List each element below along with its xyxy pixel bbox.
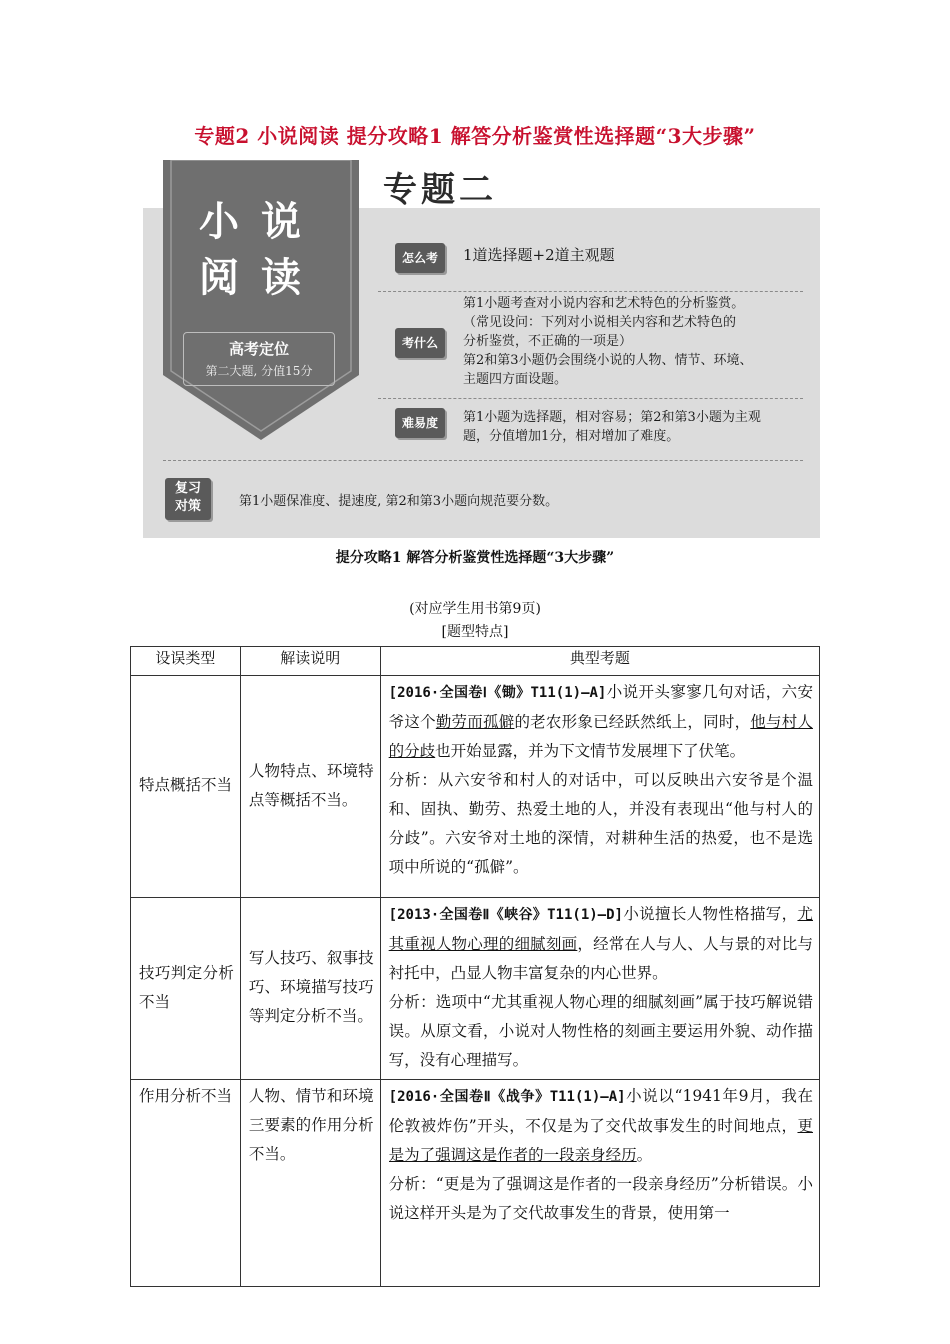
divider bbox=[378, 398, 803, 399]
feature-label: [题型特点] bbox=[441, 624, 509, 640]
position-subtitle: 第二大题, 分值15分 bbox=[205, 364, 313, 378]
source-ref: [2013·全国卷Ⅱ《峡谷》T11(1)—D] bbox=[388, 907, 623, 923]
position-title: 高考定位 bbox=[228, 340, 289, 358]
tag-how: 怎么考 bbox=[395, 243, 445, 273]
example-cell: [2016·全国卷Ⅱ《战争》T11(1)—A]小说以“1941年9月，我在伦敦被炸伤”开头，不仅是为了交代故事发生的时间地点，更是为了强调这是作者的一段亲身经历。 分析：“更是为了强调这是作者的一段亲身经历”分析错误。小说这样开头是为了交代故事发生的背景，使用第一 bbox=[380, 1080, 819, 1287]
question-type-table bbox=[130, 646, 820, 1287]
underlined-phrase: 尤其重视人物心理的细腻刻画 bbox=[388, 905, 813, 953]
error-type-cell: 作用分析不当 bbox=[131, 1080, 241, 1287]
analysis-text: 分析：选项中“尤其重视人物心理的细腻刻画”属于技巧解说错误。从原文看，小说对人物性格的刻画主要运用外貌、动作描写，没有心理描写。 bbox=[388, 993, 813, 1069]
underlined-phrase: 勤劳而孤僻 bbox=[435, 713, 515, 731]
row-how-text: 1道选择题+2道主观题 bbox=[463, 246, 615, 264]
banner-heading: 专题二 bbox=[383, 170, 497, 210]
error-type-cell: 特点概括不当 bbox=[131, 676, 241, 898]
tag-what: 考什么 bbox=[395, 328, 445, 358]
table-header-row bbox=[131, 647, 820, 676]
underlined-phrase: 他与村人的分歧 bbox=[388, 713, 813, 760]
explanation-cell: 写人技巧、叙事技巧、环境描写技巧等判定分析不当。 bbox=[240, 898, 380, 1080]
table-row bbox=[131, 1080, 820, 1287]
divider bbox=[378, 291, 803, 292]
explanation-cell: 人物、情节和环境三要素的作用分析不当。 bbox=[240, 1080, 380, 1287]
document-title: 专题2 小说阅读 提分攻略1 解答分析鉴赏性选择题“3大步骤” bbox=[194, 124, 756, 148]
section-title: 提分攻略1 解答分析鉴赏性选择题“3大步骤” bbox=[335, 550, 615, 566]
header-explanation: 解读说明 bbox=[240, 647, 380, 676]
underlined-phrase: 更是为了强调这是作者的一段亲身经历 bbox=[388, 1117, 813, 1164]
header-example: 典型考题 bbox=[380, 647, 819, 676]
source-ref: [2016·全国卷Ⅱ《战争》T11(1)—A] bbox=[388, 1089, 626, 1105]
ribbon-line-1: 小说 bbox=[199, 199, 323, 245]
row-difficulty-text: 第1小题为选择题，相对容易；第2和第3小题为主观 题，分值增加1分，相对增加了难度。 bbox=[463, 410, 761, 444]
row-what-text: 第1小题考查对小说内容和艺术特色的分析鉴赏。 （常见设问：下列对小说相关内容和艺术特色的 分析鉴赏，不正确的一项是） 第2和第3小题仍会围绕小说的人物、情节、环境、 主题四方面设题。 bbox=[463, 296, 753, 387]
divider bbox=[163, 460, 803, 461]
topic-banner bbox=[143, 160, 820, 540]
header-error-type: 设误类型 bbox=[131, 647, 241, 676]
table-row bbox=[131, 676, 820, 898]
source-ref: [2016·全国卷Ⅰ《锄》T11(1)—A] bbox=[388, 685, 607, 701]
tag-difficulty: 难易度 bbox=[395, 408, 445, 438]
review-tag: 复习 对策 bbox=[165, 478, 211, 520]
analysis-text: 分析：“更是为了强调这是作者的一段亲身经历”分析错误。小说这样开头是为了交代故事发生的背景，使用第一 bbox=[388, 1175, 813, 1222]
explanation-cell: 人物特点、环境特点等概括不当。 bbox=[240, 676, 380, 898]
review-text: 第1小题保准度、提速度, 第2和第3小题向规范要分数。 bbox=[239, 494, 559, 509]
error-type-cell: 技巧判定分析不当 bbox=[131, 898, 241, 1080]
book-reference: (对应学生用书第9页) bbox=[409, 601, 541, 617]
table-row bbox=[131, 898, 820, 1080]
analysis-text: 分析：从六安爷和村人的对话中，可以反映出六安爷是个温和、固执、勤劳、热爱土地的人，并没有表现出“他与村人的分歧”。六安爷对土地的深情，对耕种生活的热爱，也不是选项中所说的“孤僻”。 bbox=[388, 771, 813, 876]
example-cell: [2016·全国卷Ⅰ《锄》T11(1)—A]小说开头寥寥几句对话，六安爷这个勤劳而孤僻的老农形象已经跃然纸上，同时，他与村人的分歧也开始显露，并为下文情节发展埋下了伏笔。 分析：从六安爷和村人的对话中，可以反映出六安爷是个温和、固执、勤劳、热爱土地的人，并没有表现出“他与村人的分歧”。六安爷对土地的深情，对耕种生活的热爱，也不是选项中所说的“孤僻”。 bbox=[380, 676, 819, 898]
ribbon-line-2: 阅读 bbox=[199, 255, 323, 301]
example-cell: [2013·全国卷Ⅱ《峡谷》T11(1)—D]小说擅长人物性格描写，尤其重视人物心理的细腻刻画，经常在人与人、人与景的对比与衬托中，凸显人物丰富复杂的内心世界。 分析：选项中“尤其重视人物心理的细腻刻画”属于技巧解说错误。从原文看，小说对人物性格的刻画主要运用外貌、动作描写，没有心理描写。 bbox=[380, 898, 819, 1080]
